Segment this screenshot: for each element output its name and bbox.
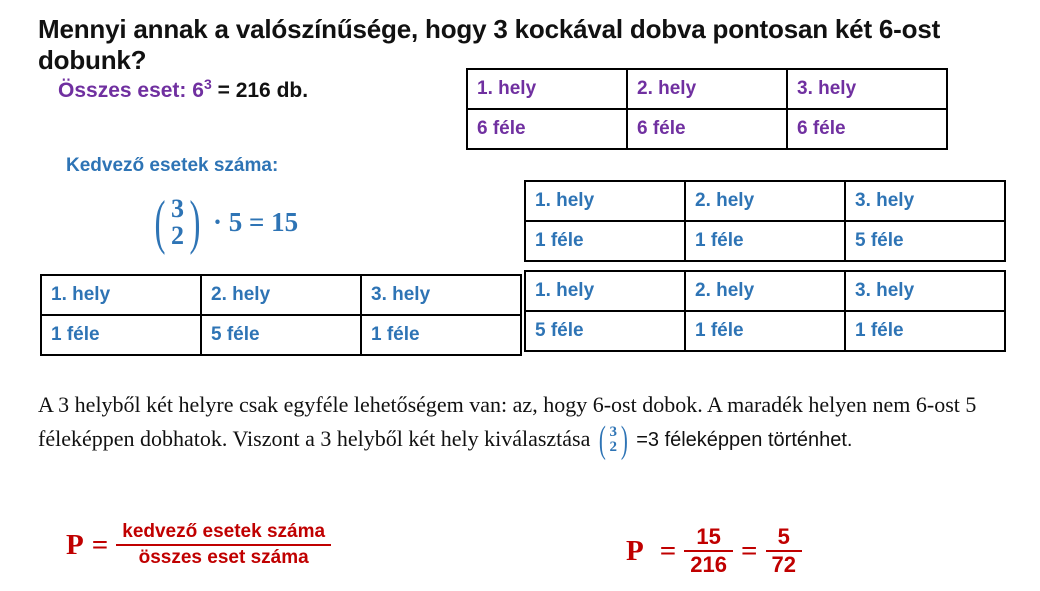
table-value-cell: 6 féle	[787, 109, 947, 149]
left-paren-icon: (	[154, 189, 166, 255]
equals-sign-second: =	[740, 534, 758, 567]
probability-formula-definition	[66, 520, 331, 570]
table-header-cell: 3. hely	[361, 275, 521, 315]
table-row	[525, 271, 1005, 311]
binomial-stack	[609, 425, 619, 455]
total-cases-exponent: 3	[203, 76, 212, 92]
table-header-cell: 3. hely	[845, 181, 1005, 221]
fraction-second	[766, 524, 802, 578]
equals-sign: =	[91, 528, 109, 561]
binomial-rest: · 5 = 15	[212, 206, 299, 237]
table-value-cell: 1 féle	[685, 221, 845, 261]
table-row	[41, 275, 521, 315]
table-value-cell: 5 féle	[845, 221, 1005, 261]
table-header-cell: 3. hely	[787, 69, 947, 109]
table-row	[525, 221, 1005, 261]
binomial-top: 3	[170, 193, 184, 223]
probability-symbol: P	[626, 534, 644, 567]
table-row	[525, 181, 1005, 221]
fraction	[116, 520, 331, 570]
table-value-cell: 5 féle	[525, 311, 685, 351]
table-middle-first	[524, 180, 1006, 262]
table-header-cell: 2. hely	[685, 271, 845, 311]
binomial-stack	[170, 195, 185, 250]
table-header-cell: 2. hely	[627, 69, 787, 109]
table-value-cell: 1 féle	[525, 221, 685, 261]
inline-binomial-coefficient	[596, 419, 631, 462]
table-value-cell: 6 féle	[467, 109, 627, 149]
total-cases-line	[58, 76, 308, 103]
explanation-paragraph	[38, 388, 998, 462]
table-header-cell: 2. hely	[685, 181, 845, 221]
binomial-bottom: 2	[170, 221, 184, 250]
fraction-numerator: kedvező esetek száma	[122, 521, 326, 542]
binomial-bottom: 2	[609, 439, 618, 456]
table-header-cell: 1. hely	[525, 181, 685, 221]
table-header-cell: 1. hely	[467, 69, 627, 109]
left-paren-icon: (	[598, 419, 606, 462]
right-paren-icon: )	[189, 189, 201, 255]
binomial-coefficient	[150, 190, 205, 254]
table-middle-second	[524, 270, 1006, 352]
table-value-cell: 1 féle	[41, 315, 201, 355]
paragraph-part-1: A 3 helyből két helyre csak egyféle lehetőségem van: az, hogy 6-ost dobok. A maradék helyen nem 6-ost 5 féleképpen dobhatok. Viszont a 3 helyből két hely kiválasztása	[38, 392, 977, 452]
table-row	[467, 69, 947, 109]
table-value-cell: 6 féle	[627, 109, 787, 149]
total-cases-result: = 216 db.	[217, 79, 309, 102]
fraction-denominator: összes eset száma	[138, 547, 309, 568]
probability-symbol: P	[66, 528, 84, 561]
probability-formula-result	[618, 524, 802, 578]
table-value-cell: 1 féle	[361, 315, 521, 355]
total-cases-base: 6	[192, 79, 204, 102]
table-top	[466, 68, 948, 150]
table-row	[41, 315, 521, 355]
table-header-cell: 2. hely	[201, 275, 361, 315]
equals-sign-first: =	[659, 534, 677, 567]
fraction-numerator: 5	[777, 524, 790, 549]
table-value-cell: 1 féle	[685, 311, 845, 351]
table-row	[467, 109, 947, 149]
fraction-denominator: 72	[771, 552, 796, 577]
paragraph-part-2: =3 féleképpen történhet.	[636, 429, 853, 452]
right-paren-icon: )	[620, 419, 628, 462]
table-left	[40, 274, 522, 356]
table-row	[525, 311, 1005, 351]
fraction-denominator: 216	[690, 552, 727, 577]
favorable-cases-label: Kedvező esetek száma:	[66, 155, 279, 176]
table-value-cell: 5 féle	[201, 315, 361, 355]
table-value-cell: 1 féle	[845, 311, 1005, 351]
table-header-cell: 1. hely	[41, 275, 201, 315]
page-title: Mennyi annak a valószínűsége, hogy 3 kockával dobva pontosan két 6-ost dobunk?	[38, 14, 941, 75]
binomial-expression	[150, 190, 298, 254]
binomial-top: 3	[609, 424, 618, 441]
total-cases-colon: :	[179, 79, 187, 102]
fraction-first	[684, 524, 733, 578]
table-header-cell: 1. hely	[525, 271, 685, 311]
table-header-cell: 3. hely	[845, 271, 1005, 311]
fraction-numerator: 15	[696, 524, 721, 549]
total-cases-label: Összes eset	[58, 79, 180, 102]
